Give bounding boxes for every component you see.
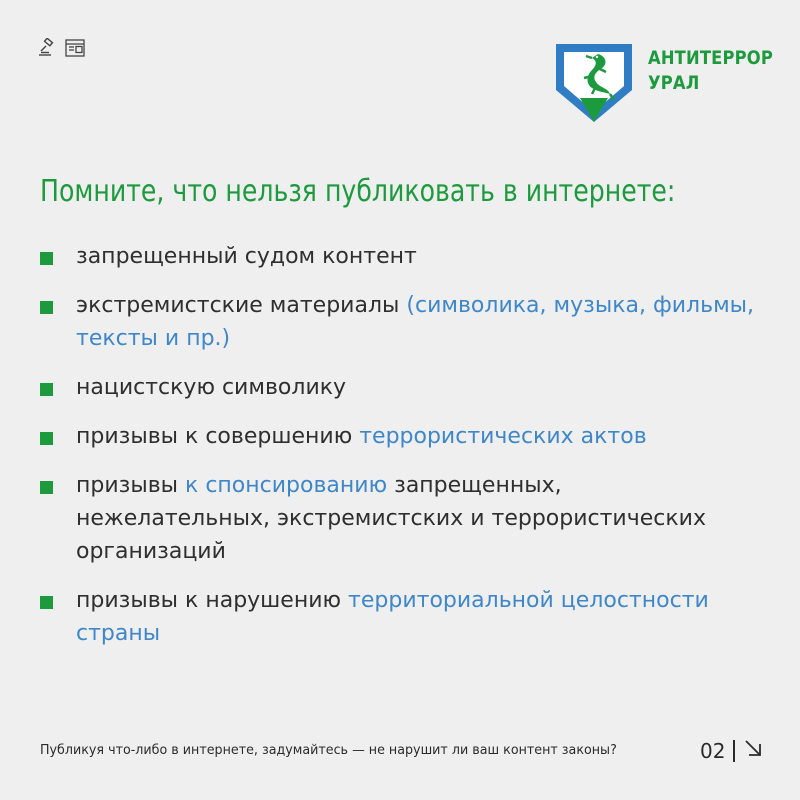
square-bullet-icon — [40, 481, 53, 494]
top-icons — [38, 38, 86, 58]
logo-line-2: УРАЛ — [648, 71, 700, 94]
rule-text: призывы к нарушению — [76, 588, 349, 613]
page-separator — [733, 740, 735, 762]
rule-text: призывы к совершению — [76, 424, 360, 449]
rule-item — [40, 240, 760, 273]
rule-highlight-text: (символика, музыка, фильмы, тексты и пр.) — [76, 293, 755, 351]
rule-highlight-text: территориальной целостности страны — [76, 588, 709, 646]
page-number: 02 — [700, 738, 726, 763]
rule-text: запрещенных, нежелательных, экстремистских и террористических организаций — [76, 473, 706, 564]
rule-text: запрещенный судом контент — [76, 244, 417, 269]
browser-window-icon — [64, 38, 86, 58]
rule-item — [40, 469, 760, 568]
rule-highlight-text: к спонсированию — [185, 473, 388, 498]
rule-text: призывы — [76, 473, 186, 498]
rule-item — [40, 371, 760, 404]
rule-item — [40, 289, 760, 355]
rules-list — [40, 240, 760, 666]
logo-line-1: АНТИТЕРРОР — [648, 47, 773, 69]
rule-text: нацистскую символику — [76, 375, 347, 400]
square-bullet-icon — [40, 383, 53, 396]
square-bullet-icon — [40, 252, 53, 265]
square-bullet-icon — [40, 432, 53, 445]
arrow-down-right-icon[interactable] — [743, 738, 763, 763]
shield-lizard-icon — [552, 38, 636, 124]
rule-item — [40, 420, 760, 453]
logo — [552, 38, 793, 124]
gavel-icon — [38, 38, 60, 58]
square-bullet-icon — [40, 596, 53, 609]
rule-item — [40, 584, 760, 650]
page-indicator — [700, 738, 763, 763]
rule-highlight-text: террористических актов — [359, 424, 647, 449]
headline: Помните, что нельзя публиковать в интернете: — [40, 174, 676, 209]
rule-text: экстремистские материалы — [76, 293, 407, 318]
square-bullet-icon — [40, 301, 53, 314]
footer-note: Публикуя что-либо в интернете, задумайтесь — не нарушит ли ваш контент законы? — [40, 742, 617, 758]
logo-text — [648, 46, 773, 95]
